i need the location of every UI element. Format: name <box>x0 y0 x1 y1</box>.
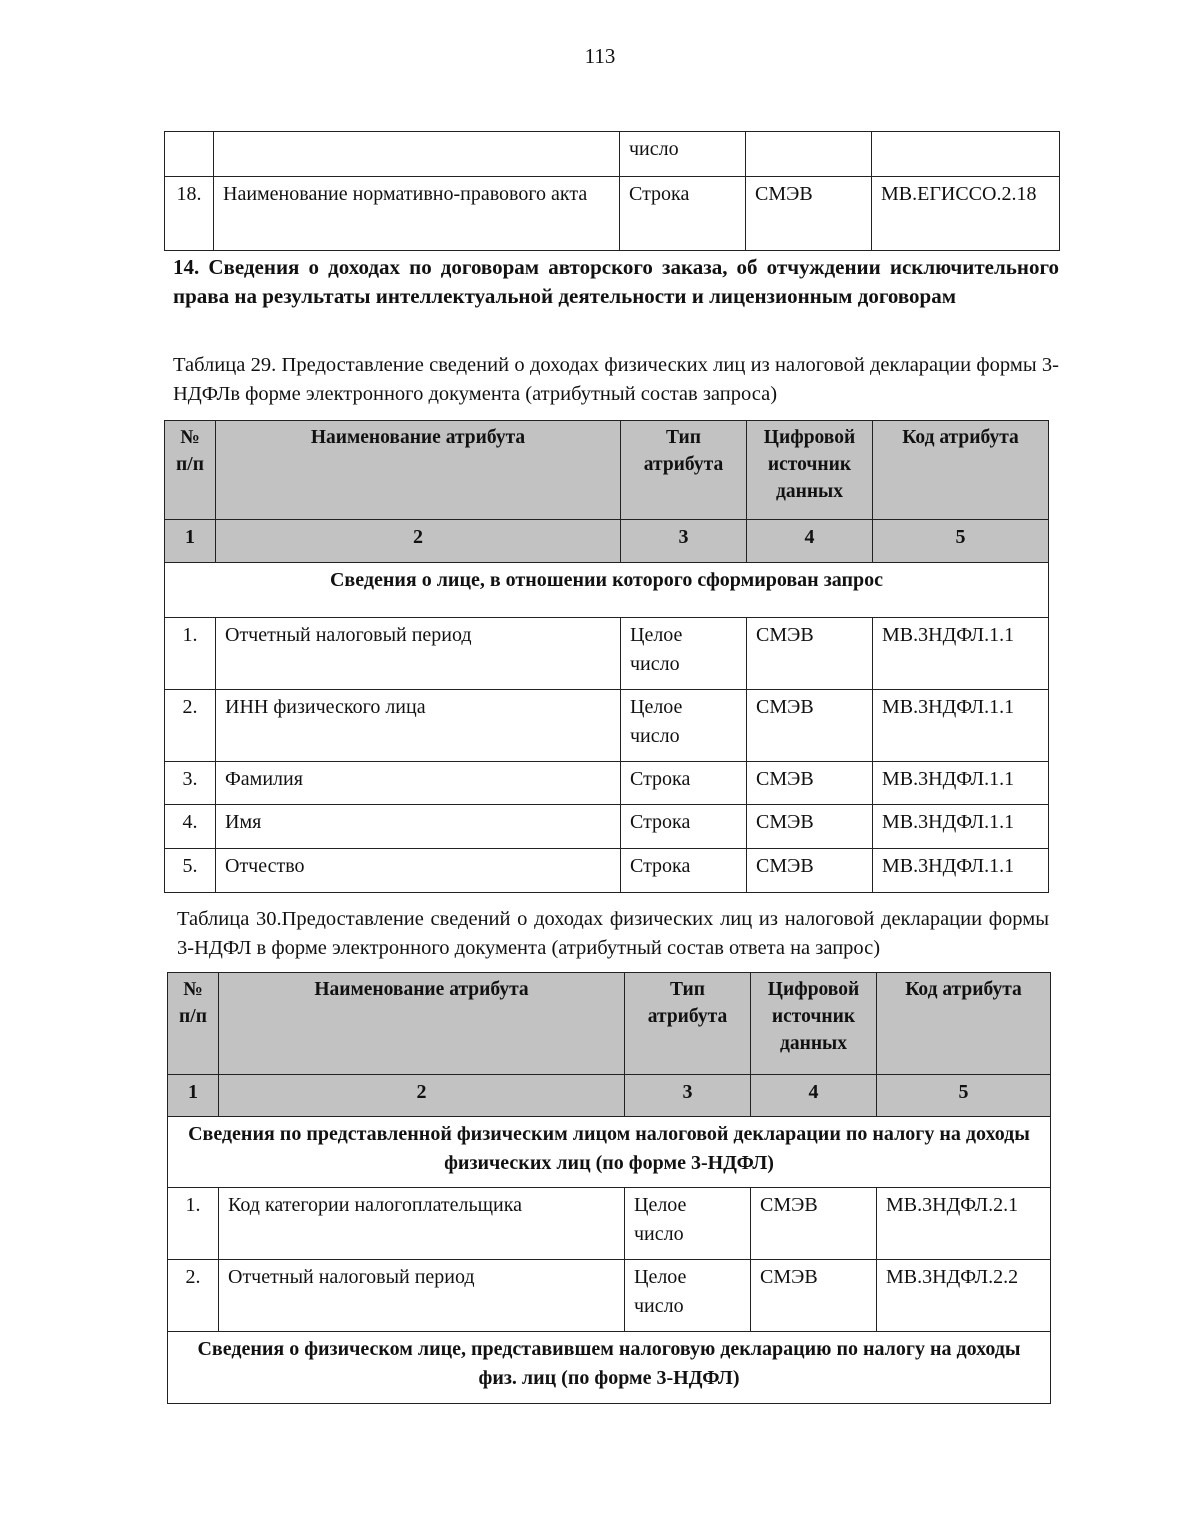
cell-source: СМЭВ <box>751 1188 877 1260</box>
header-name: Наименование атрибута <box>219 973 625 1075</box>
cell-name <box>214 132 620 177</box>
header-type: Тип атрибута <box>625 973 751 1075</box>
header-no: № п/п <box>165 421 216 520</box>
page-number: 113 <box>584 44 616 68</box>
table-30 <box>167 972 1051 1404</box>
cell-code <box>872 132 1060 177</box>
cell-type: Целое число <box>625 1188 751 1260</box>
top-table <box>164 131 1060 251</box>
header-no: № п/п <box>168 973 219 1075</box>
table-row <box>168 1188 1051 1260</box>
section-row <box>165 563 1049 618</box>
column-number: 1 <box>168 1075 219 1117</box>
header-code: Код атрибута <box>877 973 1051 1075</box>
header-name: Наименование атрибута <box>216 421 621 520</box>
cell-source: СМЭВ <box>751 1260 877 1332</box>
column-number: 5 <box>873 520 1049 563</box>
column-number-row <box>168 1075 1051 1117</box>
cell-name: Фамилия <box>216 762 621 805</box>
cell-type: Строка <box>621 762 747 805</box>
column-number-row <box>165 520 1049 563</box>
header-code: Код атрибута <box>873 421 1049 520</box>
section-title: Сведения о физическом лице, представившем налоговую декларацию по налогу на доходы физ. лиц (по форме 3-НДФЛ) <box>168 1332 1051 1404</box>
cell-type: Строка <box>621 805 747 849</box>
table-30-caption: Таблица 30.Предоставление сведений о доходах физических лиц из налоговой декларации формы 3-НДФЛ в форме электронного документа (атрибутный состав ответа на запрос) <box>177 908 1049 959</box>
cell-no: 3. <box>165 762 216 805</box>
cell-no: 4. <box>165 805 216 849</box>
cell-code: МВ.3НДФЛ.2.1 <box>877 1188 1051 1260</box>
cell-source: СМЭВ <box>747 762 873 805</box>
cell-type: Целое число <box>621 690 747 762</box>
table-row <box>168 1260 1051 1332</box>
cell-no: 1. <box>165 618 216 690</box>
cell-source: СМЭВ <box>747 618 873 690</box>
cell-code: МВ.3НДФЛ.1.1 <box>873 849 1049 893</box>
table-row <box>165 762 1049 805</box>
section-row <box>168 1117 1051 1188</box>
cell-name: Наименование нормативно-правового акта <box>214 177 620 251</box>
column-number: 2 <box>219 1075 625 1117</box>
table-29-caption: Таблица 29. Предоставление сведений о доходах физических лиц из налоговой декларации формы 3-НДФЛв форме электронного документа (атрибутный состав запроса) <box>173 354 1059 405</box>
table-header-row <box>168 973 1051 1075</box>
column-number: 4 <box>751 1075 877 1117</box>
table-row <box>165 618 1049 690</box>
header-source: Цифровой источник данных <box>751 973 877 1075</box>
cell-name: Отчетный налоговый период <box>216 618 621 690</box>
section-row <box>168 1332 1051 1404</box>
column-number: 4 <box>747 520 873 563</box>
section-14-heading: 14. Сведения о доходах по договорам авторского заказа, об отчуждении исключительного права на результаты интеллектуальной деятельности и лицензионным договорам <box>173 255 1059 308</box>
cell-code: МВ.3НДФЛ.2.2 <box>877 1260 1051 1332</box>
section-title: Сведения по представленной физическим лицом налоговой декларации по налогу на доходы физических лиц (по форме 3-НДФЛ) <box>168 1117 1051 1188</box>
column-number: 3 <box>625 1075 751 1117</box>
column-number: 2 <box>216 520 621 563</box>
table-row <box>165 690 1049 762</box>
column-number: 3 <box>621 520 747 563</box>
cell-type: Целое число <box>625 1260 751 1332</box>
table-header-row <box>165 421 1049 520</box>
table-row <box>165 177 1060 251</box>
cell-code: МВ.3НДФЛ.1.1 <box>873 618 1049 690</box>
cell-no: 2. <box>165 690 216 762</box>
cell-code: МВ.3НДФЛ.1.1 <box>873 762 1049 805</box>
cell-source: СМЭВ <box>746 177 872 251</box>
cell-type: Строка <box>620 177 746 251</box>
cell-name: Код категории налогоплательщика <box>219 1188 625 1260</box>
cell-no: 1. <box>168 1188 219 1260</box>
header-source: Цифровой источник данных <box>747 421 873 520</box>
cell-type: число <box>620 132 746 177</box>
column-number: 5 <box>877 1075 1051 1117</box>
cell-no <box>165 132 214 177</box>
header-type: Тип атрибута <box>621 421 747 520</box>
cell-code: МВ.ЕГИССО.2.18 <box>872 177 1060 251</box>
cell-name: Отчество <box>216 849 621 893</box>
cell-source <box>746 132 872 177</box>
cell-no: 2. <box>168 1260 219 1332</box>
cell-name: Отчетный налоговый период <box>219 1260 625 1332</box>
section-title: Сведения о лице, в отношении которого сформирован запрос <box>165 563 1049 618</box>
cell-type: Целое число <box>621 618 747 690</box>
table-29 <box>164 420 1049 893</box>
cell-no: 18. <box>165 177 214 251</box>
cell-name: ИНН физического лица <box>216 690 621 762</box>
cell-name: Имя <box>216 805 621 849</box>
cell-type: Строка <box>621 849 747 893</box>
column-number: 1 <box>165 520 216 563</box>
cell-code: МВ.3НДФЛ.1.1 <box>873 805 1049 849</box>
cell-source: СМЭВ <box>747 849 873 893</box>
cell-no: 5. <box>165 849 216 893</box>
cell-code: МВ.3НДФЛ.1.1 <box>873 690 1049 762</box>
cell-source: СМЭВ <box>747 690 873 762</box>
table-row <box>165 805 1049 849</box>
table-row <box>165 849 1049 893</box>
cell-source: СМЭВ <box>747 805 873 849</box>
table-row <box>165 132 1060 177</box>
